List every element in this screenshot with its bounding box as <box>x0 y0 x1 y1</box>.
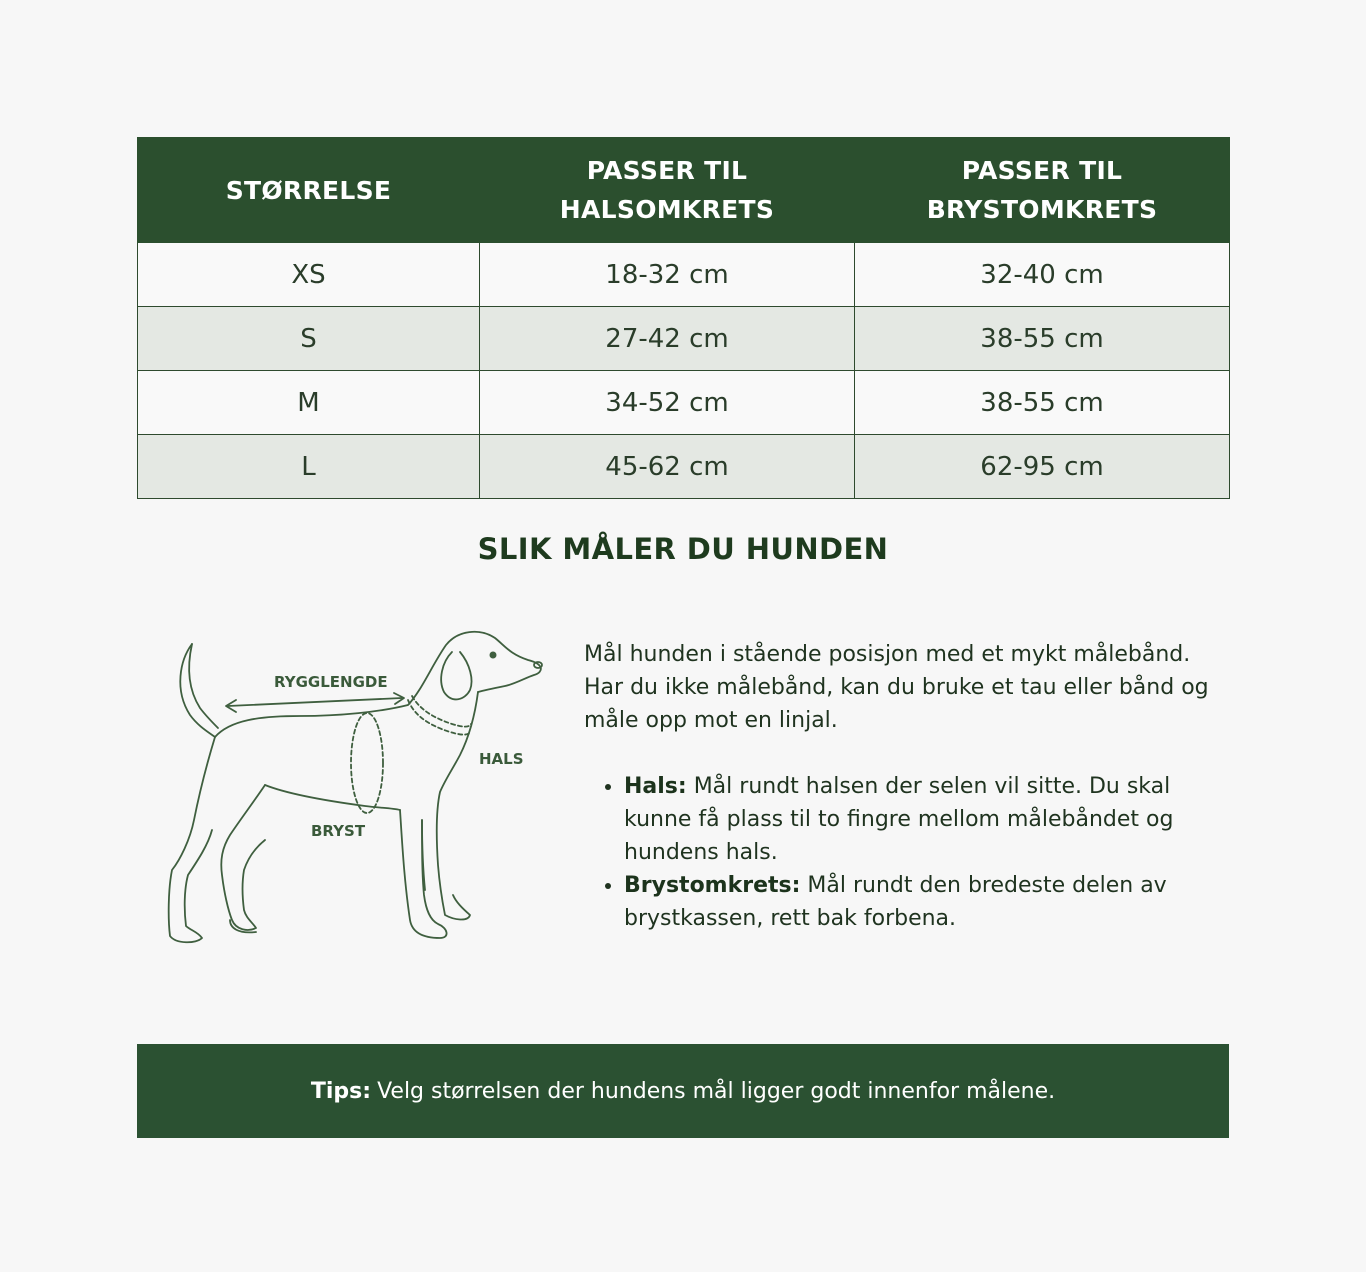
size-cell: S <box>138 307 480 371</box>
list-item <box>624 869 1234 935</box>
bullet-term: Hals: <box>624 774 687 799</box>
tip-text: Velg størrelsen der hundens mål ligger godt innenfor målene. <box>377 1078 1056 1104</box>
dog-tail-inner <box>189 644 218 728</box>
label-neck: HALS <box>479 750 524 768</box>
size-cell: M <box>138 371 480 435</box>
neck-cell: 27-42 cm <box>480 307 855 371</box>
neck-cell: 18-32 cm <box>480 243 855 307</box>
bullet-text: Mål rundt den bredeste delen av brystkassen, rett bak forbena. <box>624 873 1167 931</box>
measurement-instructions <box>584 638 1234 935</box>
chest-cell: 38-55 cm <box>855 307 1230 371</box>
how-to-measure-title: SLIK MÅLER DU HUNDEN <box>477 532 889 566</box>
size-cell: XS <box>138 243 480 307</box>
table-row <box>138 307 1230 371</box>
dog-ear <box>441 652 471 699</box>
header-size: STØRRELSE <box>138 138 480 243</box>
label-chest: BRYST <box>311 822 366 840</box>
table-header-row <box>138 138 1230 243</box>
table-row <box>138 435 1230 499</box>
table-row <box>138 371 1230 435</box>
instructions-intro: Mål hunden i stående posisjon med et mykt målebånd. Har du ikke målebånd, kan du bruke et tau eller bånd og måle opp mot en linjal. <box>584 642 1209 733</box>
table-row <box>138 243 1230 307</box>
header-neck: PASSER TIL HALSOMKRETS <box>480 138 855 243</box>
neck-measure-line <box>408 700 470 735</box>
back-length-arrow <box>228 698 402 706</box>
neck-cell: 34-52 cm <box>480 371 855 435</box>
tip-label: Tips: <box>310 1078 372 1104</box>
size-table <box>137 137 1230 499</box>
header-chest: PASSER TIL BRYSTOMKRETS <box>855 138 1230 243</box>
list-item <box>624 770 1234 869</box>
chest-cell: 32-40 cm <box>855 243 1230 307</box>
label-back-length: RYGGLENGDE <box>274 673 388 691</box>
dog-hind-leg-far <box>169 737 215 942</box>
tip-banner <box>137 1044 1229 1138</box>
bullet-term: Brystomkrets: <box>624 873 801 898</box>
chest-cell: 62-95 cm <box>855 435 1230 499</box>
dog-belly <box>265 785 400 810</box>
bullet-text: Mål rundt halsen der selen vil sitte. Du skal kunne få plass til to fingre mellom målebåndet og hundens hals. <box>624 774 1174 865</box>
dog-measurement-illustration <box>160 620 560 950</box>
size-cell: L <box>138 435 480 499</box>
neck-measure-line-inner <box>412 696 471 727</box>
chest-cell: 38-55 cm <box>855 371 1230 435</box>
neck-cell: 45-62 cm <box>480 435 855 499</box>
dog-hind-leg-near <box>221 785 265 930</box>
dog-eye <box>490 652 495 657</box>
dog-tail <box>180 644 215 737</box>
instructions-list <box>584 770 1234 935</box>
chest-measure-line <box>351 713 383 813</box>
